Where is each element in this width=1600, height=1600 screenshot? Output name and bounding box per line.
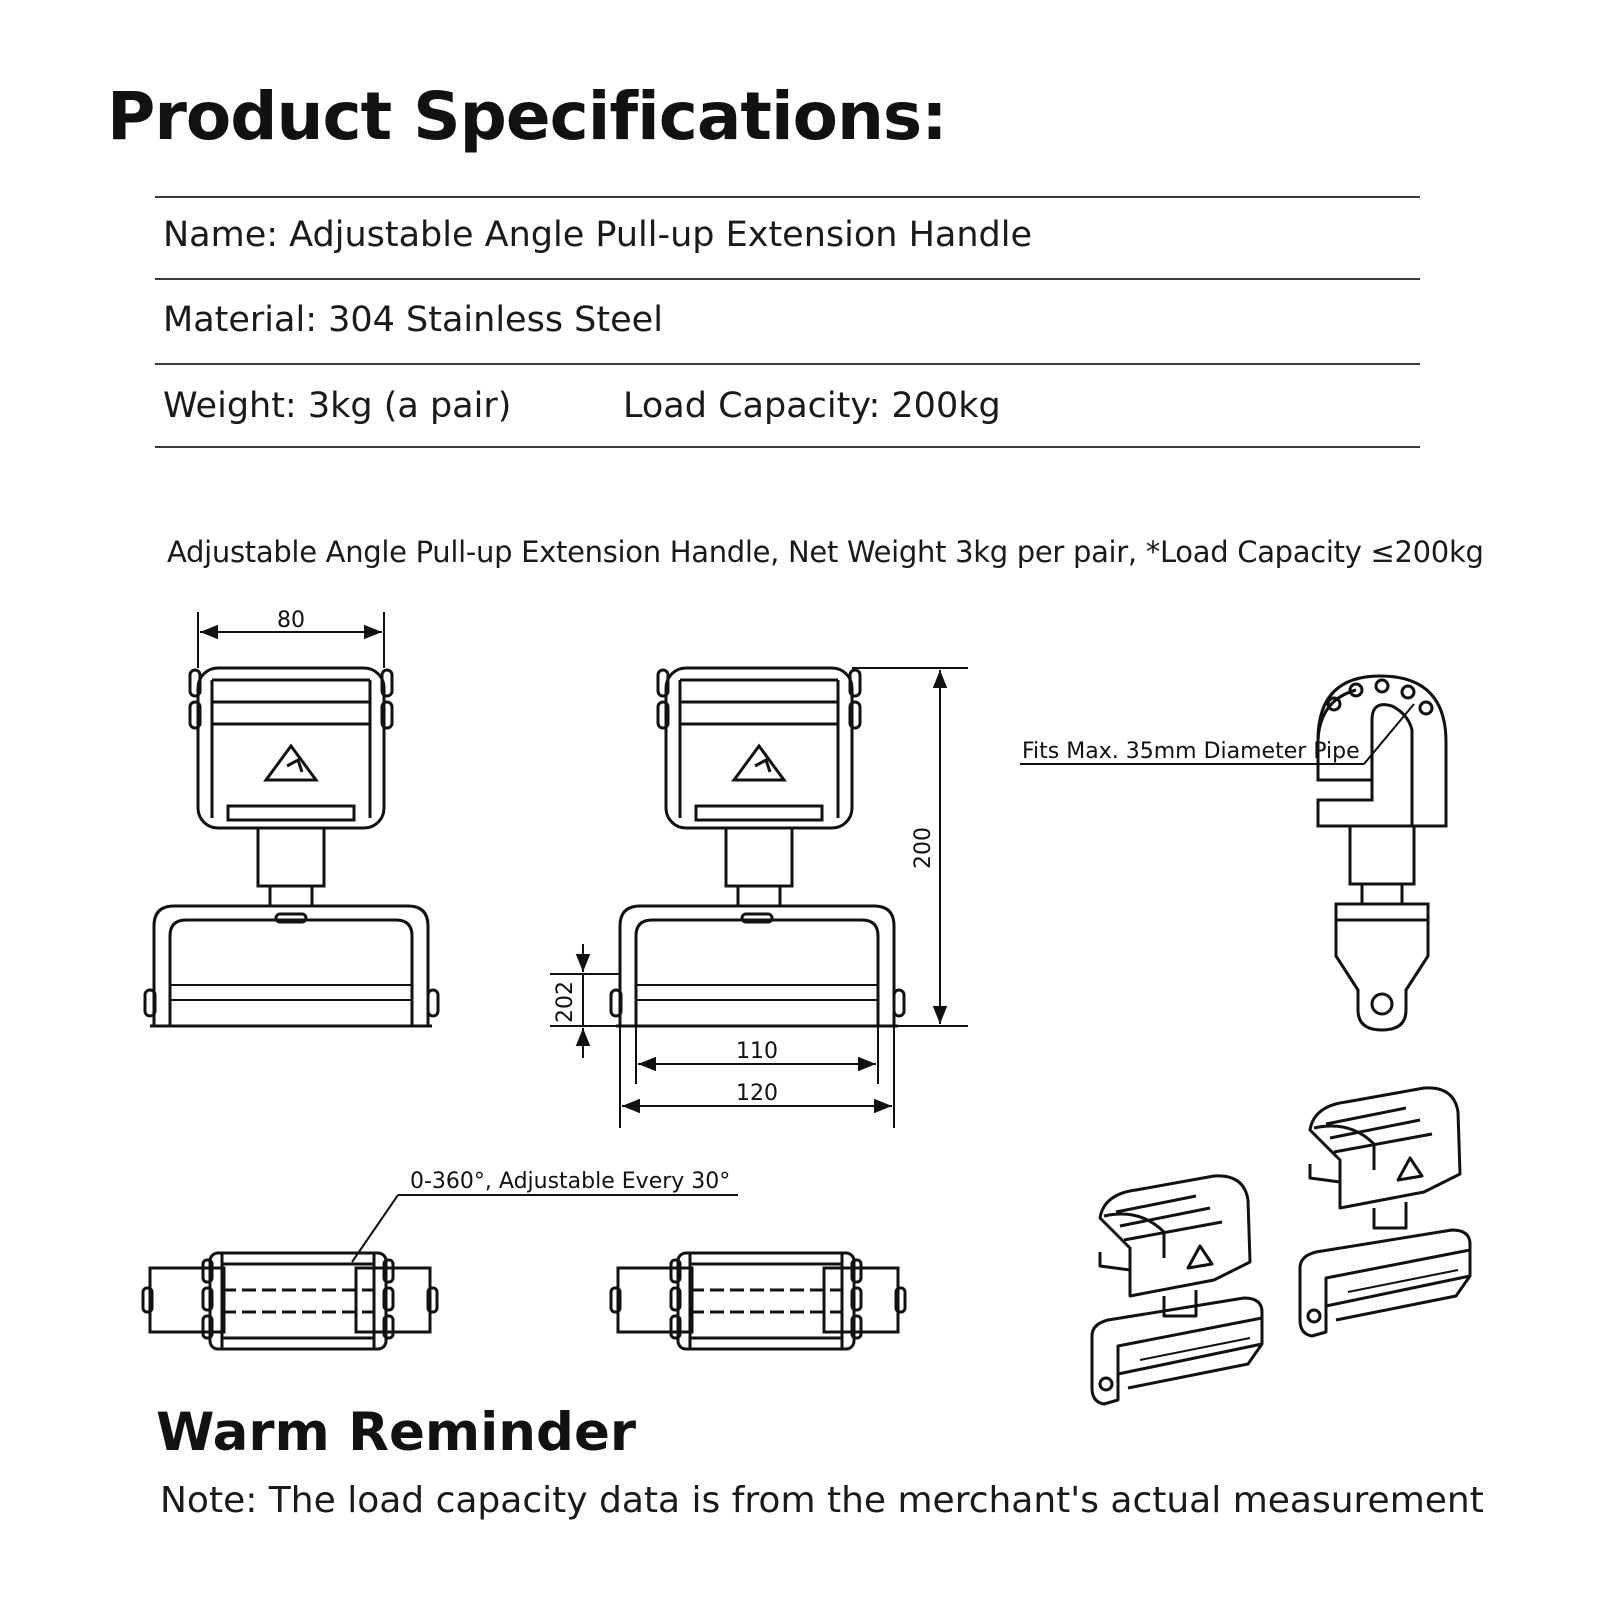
callout-pipe-fit: Fits Max. 35mm Diameter Pipe xyxy=(1022,739,1360,764)
side-view-hook xyxy=(1318,676,1446,1030)
spec-weight: Weight: 3kg (a pair) xyxy=(163,386,512,426)
reminder-note: Note: The load capacity data is from the merchant's actual measurement xyxy=(160,1480,1484,1521)
dimension-label-width-top: 80 xyxy=(277,608,305,633)
isometric-handle-back xyxy=(1300,1088,1470,1336)
spec-load-capacity: Load Capacity: 200kg xyxy=(623,386,1001,426)
reminder-title: Warm Reminder xyxy=(156,1402,637,1463)
spec-name: Name: Adjustable Angle Pull-up Extension Handle xyxy=(163,215,1033,255)
dimension-label-grip-height: 202 xyxy=(553,981,578,1023)
top-view-handle-left xyxy=(143,1253,437,1349)
top-view-handle-center xyxy=(611,1253,905,1349)
front-view-handle-center xyxy=(611,668,904,1026)
callout-angle-leader xyxy=(352,1195,738,1262)
dimension-label-outer-width: 120 xyxy=(736,1081,778,1106)
callout-angle: 0-360°, Adjustable Every 30° xyxy=(410,1169,731,1194)
spec-material: Material: 304 Stainless Steel xyxy=(163,300,663,340)
dimension-label-height-total: 200 xyxy=(911,827,936,869)
front-view-handle-left xyxy=(145,668,438,1026)
isometric-handle-front xyxy=(1092,1176,1262,1404)
dimension-height-total xyxy=(852,668,968,1026)
dimension-label-inner-width: 110 xyxy=(736,1039,778,1064)
page-title: Product Specifications: xyxy=(107,78,947,155)
drawing-caption: Adjustable Angle Pull-up Extension Handle, Net Weight 3kg per pair, *Load Capacity ≤200kg xyxy=(167,535,1484,569)
